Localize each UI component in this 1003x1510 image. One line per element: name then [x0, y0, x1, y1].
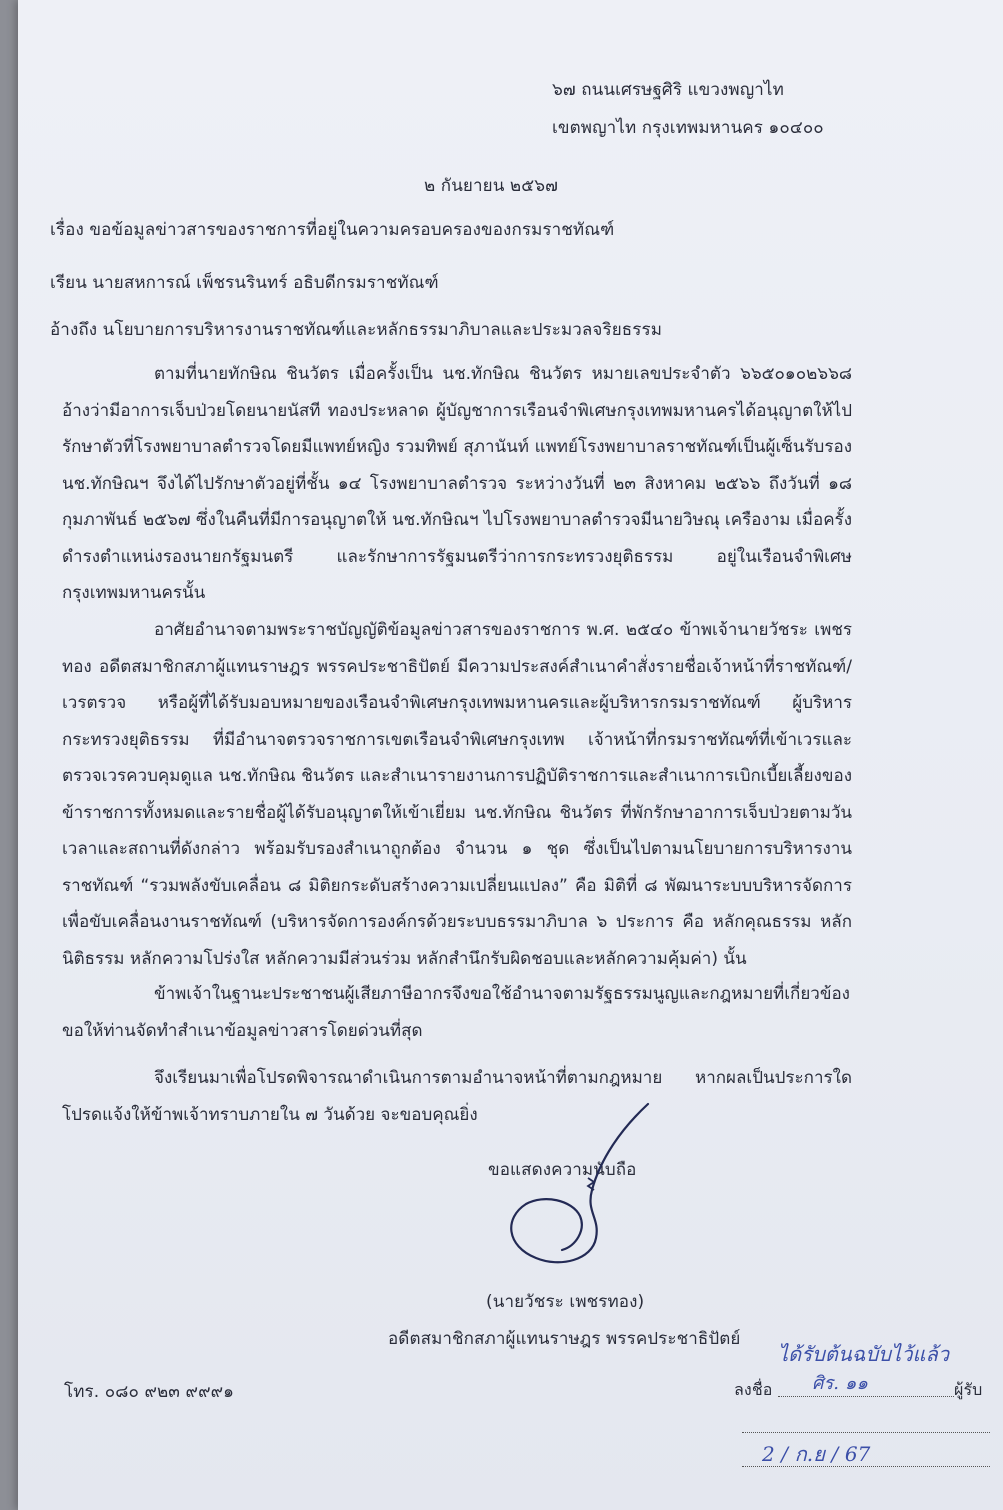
- letter-date: ๒ กันยายน ๒๕๖๗: [424, 176, 558, 196]
- receipt-received-note: ได้รับต้นฉบับไว้แล้ว: [778, 1342, 950, 1366]
- receipt-sign-value: ศิร. ๑๑: [812, 1373, 868, 1394]
- receipt-receiver-label: ผู้รับ: [954, 1380, 983, 1399]
- signature-mark: [500, 1100, 660, 1270]
- signer-title: อดีตสมาชิกสภาผู้แทนราษฎร พรรคประชาธิปัตย์: [388, 1329, 741, 1349]
- receipt-sign-label: ลงชื่อ: [734, 1380, 773, 1399]
- phone-number: โทร. ๐๘๐ ๙๒๓ ๙๙๙๑: [64, 1382, 235, 1402]
- receipt-date-value: 2 / ก.ย / 67: [762, 1442, 871, 1466]
- address-line-2: เขตพญาไท กรุงเทพมหานคร ๑๐๔๐๐: [552, 118, 824, 138]
- address-line-1: ๖๗ ถนนเศรษฐศิริ แขวงพญาไท: [552, 80, 784, 100]
- recipient-line: เรียน นายสหการณ์ เพ็ชรนรินทร์ อธิบดีกรมราชทัณฑ์: [50, 273, 439, 293]
- body-paragraph-3: ข้าพเจ้าในฐานะประชาชนผู้เสียภาษีอากรจึงขอใช้อำนาจตามรัฐธรรมนูญและกฎหมายที่เกี่ยวข้องขอให้ท่านจัดทำสำเนาข้อมูลข่าวสารโดยด่วนที่สุด: [62, 984, 850, 1041]
- body-paragraph-2: อาศัยอำนาจตามพระราชบัญญัติข้อมูลข่าวสารของราชการ พ.ศ. ๒๕๔๐ ข้าพเจ้านายวัชระ เพชรทอง อดีตสมาชิกสภาผู้แทนราษฎร พรรคประชาธิปัตย์ มีความประสงค์สำเนาคำสั่งรายชื่อเจ้าหน้าที่ราชทัณฑ์/เวรตรวจ หรือผู้ที่ได้รับมอบหมายของเรือนจำพิเศษกรุงเทพมหานครและผู้บริหารกรมราชทัณฑ์ ผู้บริหารกระทรวงยุติธรรม ที่มีอำนาจตรวจราชการเขตเรือนจำพิเศษกรุงเทพ เจ้าหน้าที่กรมราชทัณฑ์ที่เข้าเวรและตรวจเวรควบคุมดูแล นช.ทักษิณ ชินวัตร และสำเนารายงานการปฏิบัติราชการและสำเนาการเบิกเบี้ยเลี้ยงของข้าราชการทั้งหมดและรายชื่อผู้ได้รับอนุญาตให้เข้าเยี่ยม นช.ทักษิณ ชินวัตร ที่พักรักษาอาการเจ็บป่วยตามวันเวลาและสถานที่ดังกล่าว พร้อมรับรองสำเนาถูกต้อง จำนวน ๑ ชุด ซึ่งเป็นไปตามนโยบายการบริหารงานราชทัณฑ์ “รวมพลังขับเคลื่อน ๘ มิติยกระดับสร้างความเปลี่ยนแปลง” คือ มิติที่ ๘ พัฒนาระบบบริหารจัดการเพื่อขับเคลื่อนงานราชทัณฑ์ (บริหารจัดการองค์กรด้วยระบบธรรมาภิบาล ๖ ประการ คือ หลักคุณธรรม หลักนิติธรรม หลักความโปร่งใส หลักความมีส่วนร่วม หลักสำนึกรับผิดชอบและหลักความคุ้มค่า) นั้น: [62, 620, 852, 969]
- subject-line: เรื่อง ขอข้อมูลข่าวสารของราชการที่อยู่ในความครอบครองของกรมราชทัณฑ์: [50, 220, 615, 240]
- closing-line: ขอแสดงความนับถือ: [488, 1160, 637, 1180]
- body-paragraph-4: จึงเรียนมาเพื่อโปรดพิจารณาดำเนินการตามอำนาจหน้าที่ตามกฎหมาย หากผลเป็นประการใดโปรดแจ้งให้ข้าพเจ้าทราบภายใน ๗ วันด้วย จะขอบคุณยิ่ง: [62, 1068, 852, 1125]
- receipt-name-dotted-line: [742, 1432, 990, 1433]
- reference-line: อ้างถึง นโยบายการบริหารงานราชทัณฑ์และหลักธรรมาภิบาลและประมวลจริยธรรม: [50, 320, 663, 340]
- body-paragraph-1: ตามที่นายทักษิณ ชินวัตร เมื่อครั้งเป็น นช.ทักษิณ ชินวัตร หมายเลขประจำตัว ๖๖๕๐๑๐๒๖๖๘ อ้างว่ามีอาการเจ็บป่วยโดยนายนัสที ทองประหลาด ผู้บัญชาการเรือนจำพิเศษกรุงเทพมหานครได้อนุญาตให้ไปรักษาตัวที่โรงพยาบาลตำรวจโดยมีแพทย์หญิง รวมทิพย์ สุภานันท์ แพทย์โรงพยาบาลราชทัณฑ์เป็นผู้เซ็นรับรอง นช.ทักษิณฯ จึงได้ไปรักษาตัวอยู่ที่ชั้น ๑๔ โรงพยาบาลตำรวจ ระหว่างวันที่ ๒๓ สิงหาคม ๒๕๖๖ ถึงวันที่ ๑๘ กุมภาพันธ์ ๒๕๖๗ ซึ่งในคืนที่มีการอนุญาตให้ นช.ทักษิณฯ ไปโรงพยาบาลตำรวจมีนายวิษณุ เครืองาม เมื่อครั้งดำรงตำแหน่งรองนายกรัฐมนตรี และรักษาการรัฐมนตรีว่าการกระทรวงยุติธรรม อยู่ในเรือนจำพิเศษกรุงเทพมหานครนั้น: [62, 364, 852, 603]
- signer-name: (นายวัชระ เพชรทอง): [486, 1292, 645, 1312]
- page-edge-shadow: [0, 0, 18, 1510]
